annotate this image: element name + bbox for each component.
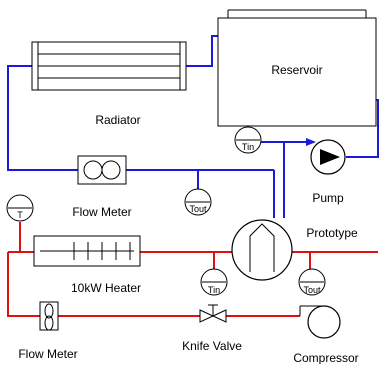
- sensor-t-left: [7, 195, 33, 221]
- sensor-tout-bottom: [299, 269, 325, 295]
- flow-meter-top: [78, 156, 126, 184]
- flow-meter-top-label: Flow Meter: [72, 205, 132, 219]
- radiator: [32, 42, 186, 90]
- compressor-label: Compressor: [293, 351, 359, 364]
- knife-valve: [200, 305, 226, 322]
- pump-label: Pump: [312, 191, 344, 205]
- heater: [34, 236, 140, 266]
- svg-text:Tout: Tout: [189, 204, 207, 214]
- flow-meter-bottom: [40, 302, 58, 330]
- svg-text:Tout: Tout: [303, 285, 321, 295]
- sensor-tin-bottom: [201, 269, 227, 295]
- sensor-tin-top: [235, 127, 261, 153]
- prototype-label: Prototype: [306, 226, 358, 240]
- prototype-heat-exchanger: [232, 220, 292, 280]
- svg-text:Tin: Tin: [241, 142, 255, 152]
- knife-valve-label: Knife Valve: [182, 339, 242, 353]
- compressor: [300, 306, 340, 338]
- sensor-tout-top: [185, 189, 211, 215]
- radiator-label: Radiator: [95, 113, 141, 127]
- svg-text:Tin: Tin: [207, 285, 221, 295]
- svg-text:T: T: [17, 210, 23, 220]
- reservoir-label: Reservoir: [271, 63, 323, 77]
- pump: [306, 138, 345, 174]
- heater-label: 10kW Heater: [70, 281, 142, 295]
- flow-meter-bottom-label: Flow Meter: [18, 347, 78, 361]
